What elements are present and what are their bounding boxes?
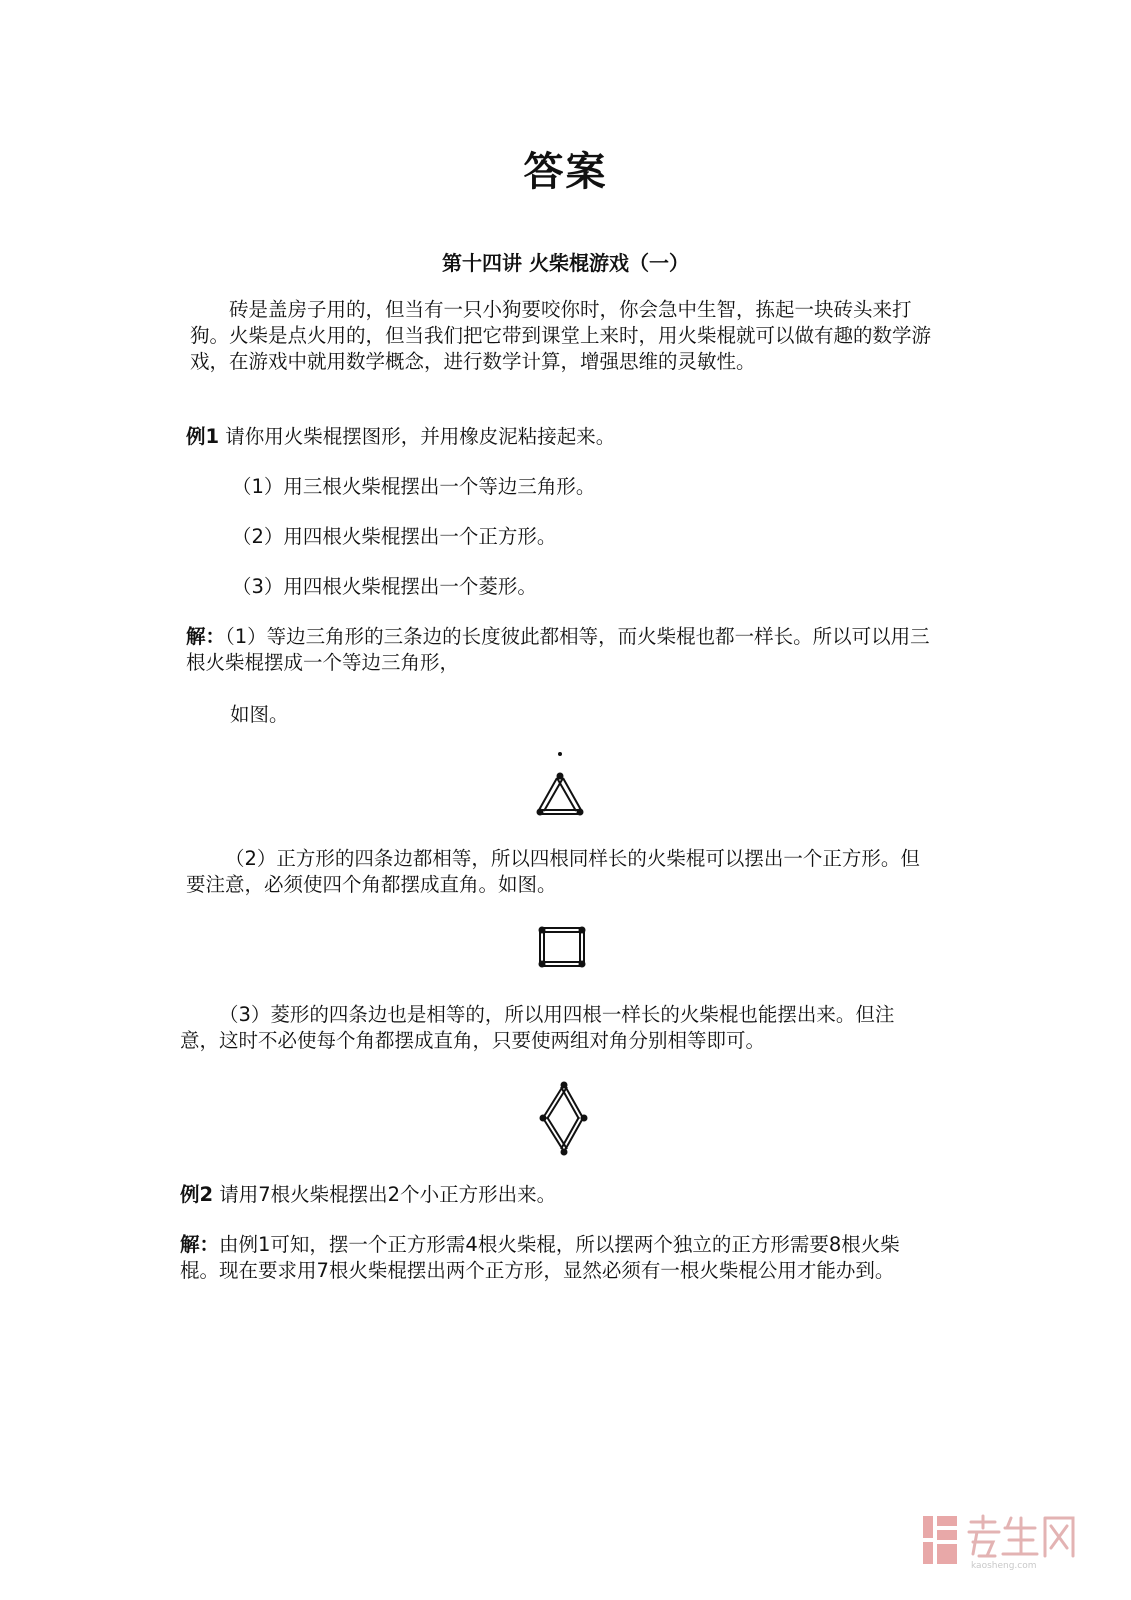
watermark-domain: kaosheng.com: [971, 1561, 1037, 1570]
rhombus-match-head: [561, 1149, 568, 1156]
logo-block-icon: [937, 1530, 957, 1540]
logo-block-icon: [937, 1544, 957, 1564]
logo-block-icon: [937, 1516, 957, 1526]
lecture-title: 第十四讲 火柴棍游戏（一）: [442, 251, 689, 275]
watermark: [921, 1512, 1091, 1570]
solution-part1-text: （1）等边三角形的三条边的长度彼此都相等，而火柴棍也都一样长。所以可以用三根火柴棍摆成一个等边三角形，: [186, 625, 930, 674]
example1-solution-part1: [186, 624, 931, 676]
rhombus-lower-right-stick: [565, 1118, 583, 1150]
matchstick-rhombus-figure: [534, 1078, 594, 1160]
example1-question-text: 请你用火柴棍摆图形，并用橡皮泥粘接起来。: [219, 425, 616, 448]
rhombus-match-head: [540, 1115, 547, 1122]
matchstick-triangle-figure: [530, 748, 590, 820]
logo-block-icon: [923, 1542, 933, 1564]
example2-question: [180, 1182, 556, 1208]
example2-solution: [180, 1232, 931, 1284]
square-match-head: [579, 927, 586, 934]
rhombus-lower-left-stick: [543, 1118, 563, 1150]
square-match-head: [579, 961, 586, 968]
page-title: 答案: [523, 148, 608, 195]
example1-item-3: （3）用四根火柴棍摆出一个菱形。: [232, 575, 537, 598]
example2-solution-text: 由例1可知，摆一个正方形需4根火柴棍，所以摆两个独立的正方形需要8根火柴棍。现在要求用7根火柴棍摆出两个正方形，显然必须有一根火柴棍公用才能办到。: [180, 1233, 900, 1282]
kaosheng-logo-icon: [921, 1512, 1091, 1570]
example1-item-1: （1）用三根火柴棍摆出一个等边三角形。: [232, 475, 596, 498]
rhombus-upper-left-stick: [543, 1086, 563, 1118]
logo-block-icon: [923, 1516, 933, 1538]
triangle-top-speck: [558, 752, 562, 756]
example1-solution-part2: （2）正方形的四条边都相等，所以四根同样长的火柴棍可以摆出一个正方形。但要注意，必须使四个角都摆成直角。如图。: [186, 847, 920, 896]
example1-solution-part3: （3）菱形的四条边也是相等的，所以用四根一样长的火柴棍也能摆出来。但注意，这时不必使每个角都摆成直角，只要使两组对角分别相等即可。: [180, 1003, 895, 1052]
example1-question: [186, 424, 615, 450]
example2-label: 例2: [180, 1183, 214, 1206]
rhombus-match-head: [561, 1082, 568, 1089]
square-match-head: [539, 961, 546, 968]
triangle-match-head: [577, 809, 584, 816]
example2-question-text: 请用7根火柴棍摆出2个小正方形出来。: [213, 1183, 557, 1206]
triangle-match-head: [537, 809, 544, 816]
solution-label: 解：: [186, 625, 226, 648]
rhombus-upper-right-stick-inner: [561, 1087, 579, 1119]
matchstick-square-figure: [534, 922, 590, 972]
as-figure-text: 如图。: [230, 703, 289, 726]
square-match-head: [539, 927, 546, 934]
example1-item-2: （2）用四根火柴棍摆出一个正方形。: [232, 525, 557, 548]
triangle-match-head: [557, 773, 564, 780]
example2-solution-label: 解：: [180, 1233, 220, 1256]
intro-paragraph: 砖是盖房子用的，但当有一只小狗要咬你时，你会急中生智，拣起一块砖头来打狗。火柴是点火用的，但当我们把它带到课堂上来时，用火柴棍就可以做有趣的数学游戏，在游戏中就用数学概念，进行数学计算，增强思维的灵敏性。: [190, 298, 932, 373]
example1-label: 例1: [186, 425, 220, 448]
rhombus-upper-right-stick: [565, 1086, 583, 1118]
logo-brand-lettering: [969, 1516, 1073, 1556]
rhombus-lower-right-stick-inner: [561, 1117, 579, 1149]
rhombus-match-head: [581, 1115, 588, 1122]
